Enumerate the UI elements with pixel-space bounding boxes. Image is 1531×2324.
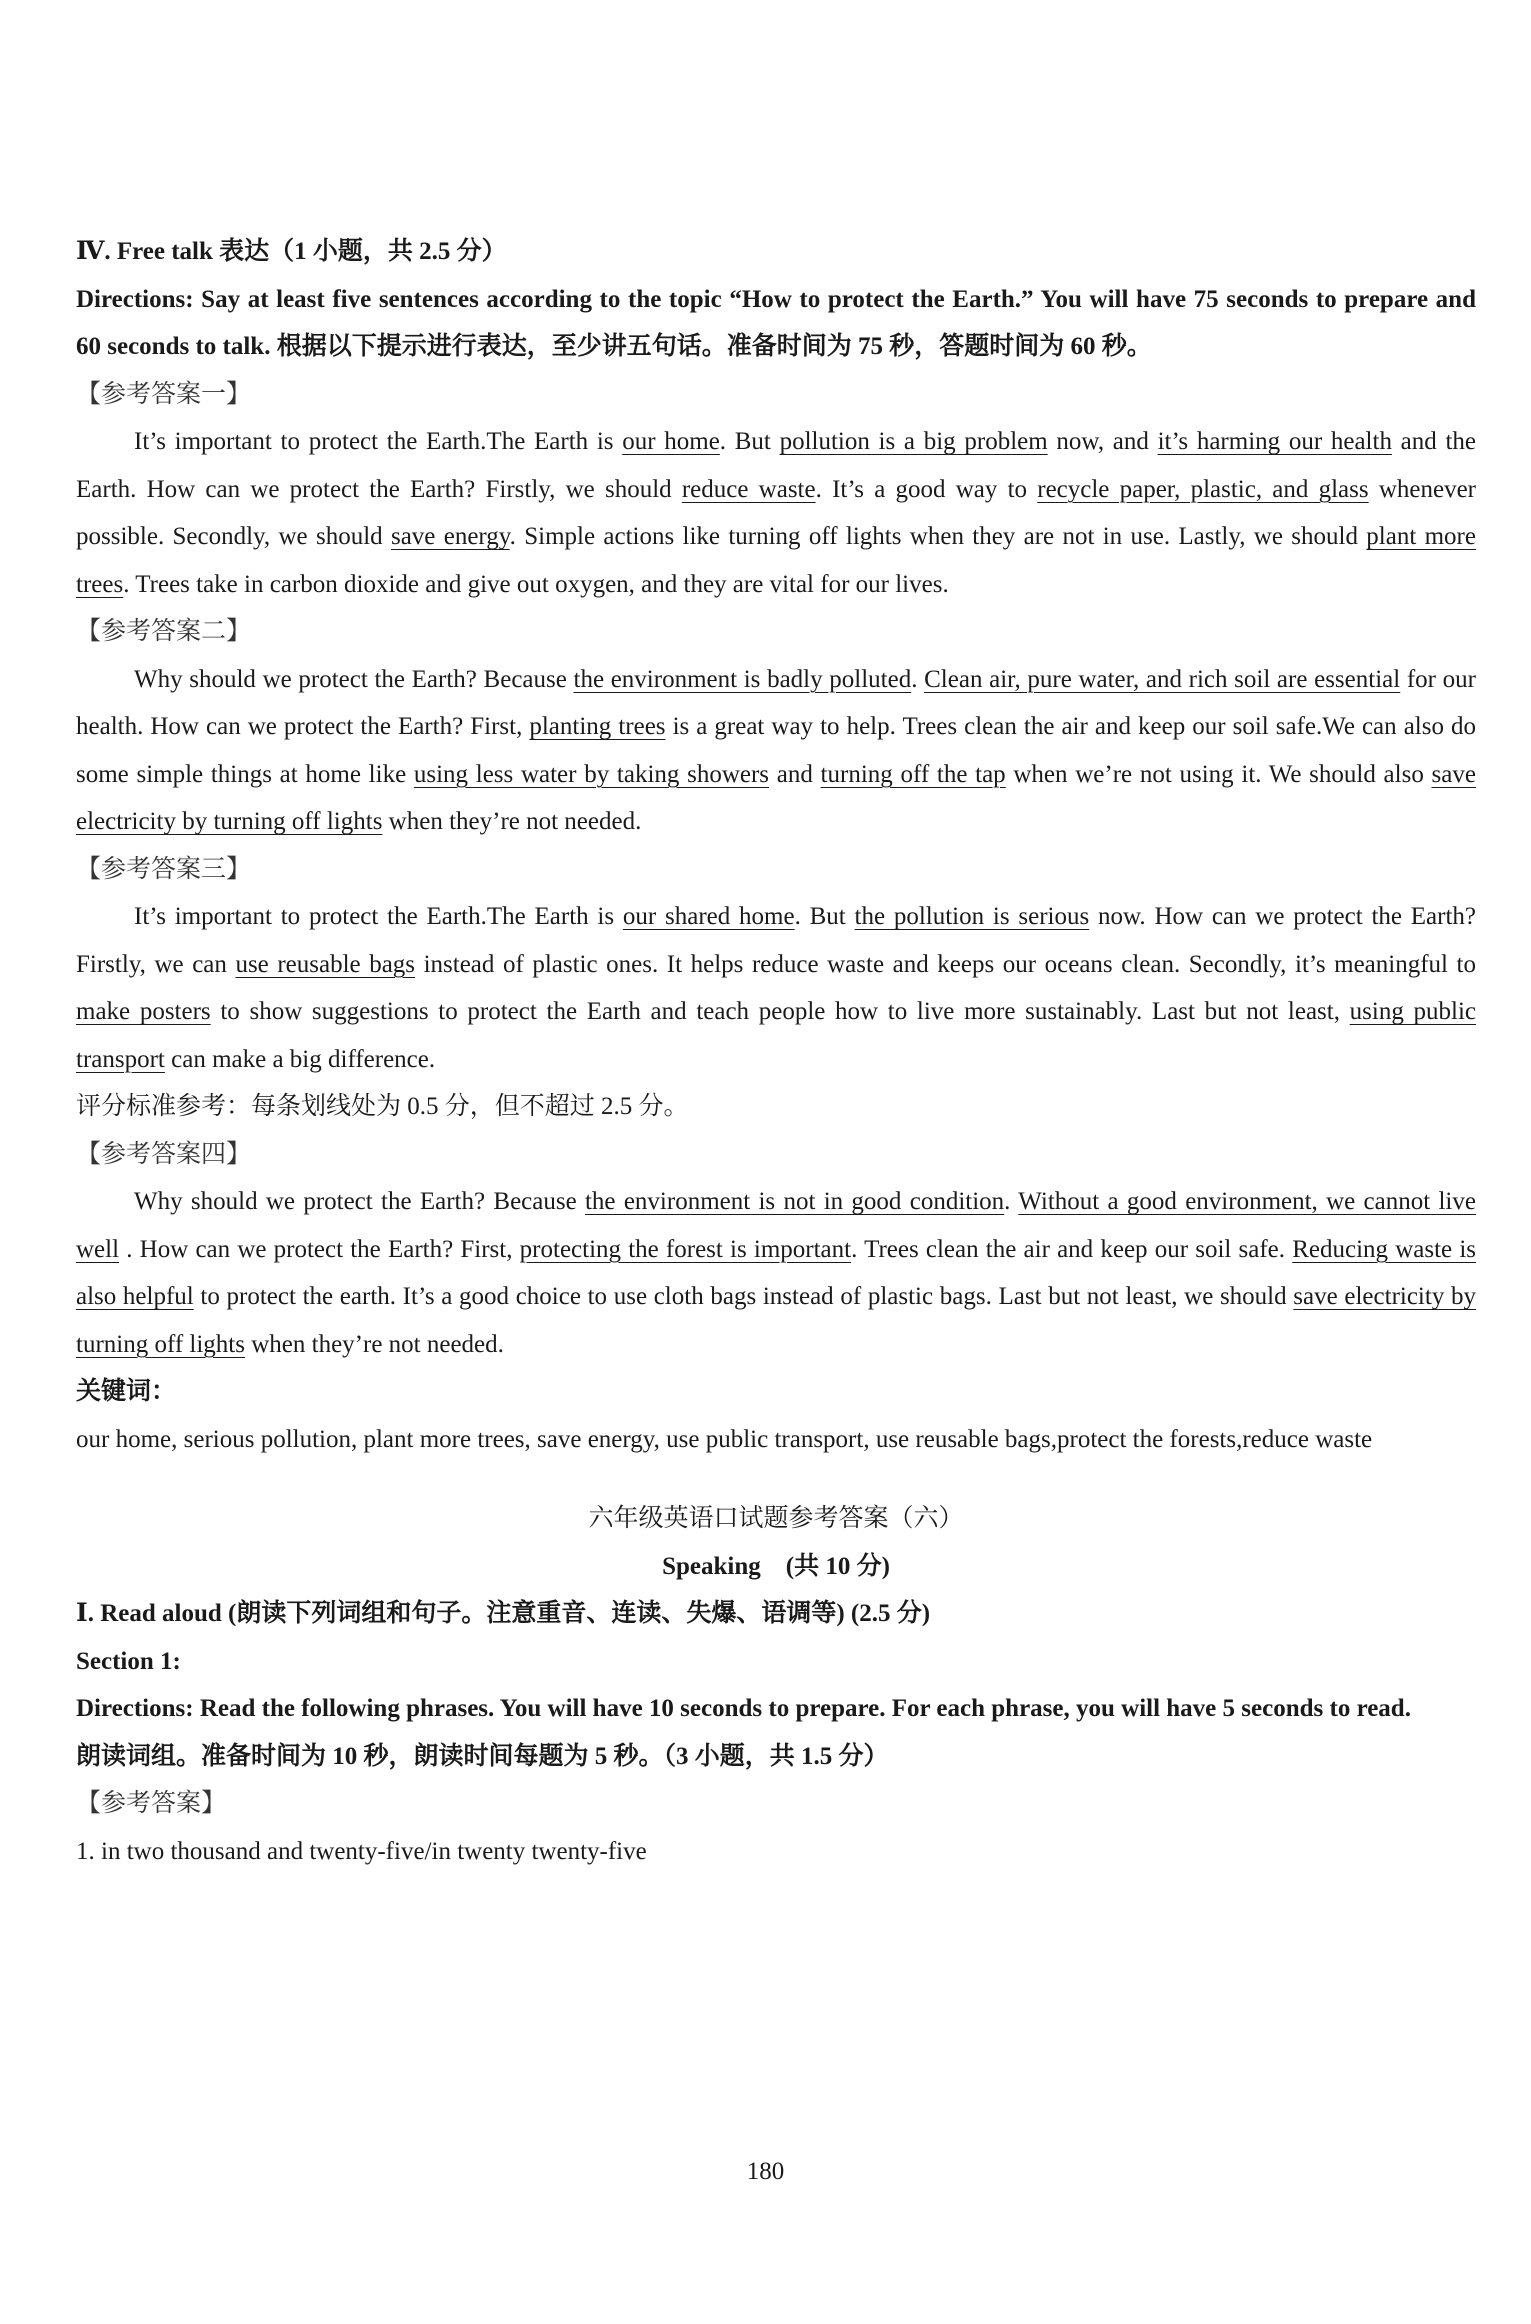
key-phrase: recycle paper, plastic, and glass (1037, 475, 1369, 503)
key-phrase: Reducing waste is also helpful (76, 1235, 1476, 1310)
key-phrase: turning off the tap (820, 760, 1006, 788)
answer-label: 【参考答案三】 (76, 855, 252, 883)
key-phrase: protecting the forest is important (519, 1235, 852, 1263)
next-section-subtitle: Speaking (共 10 分) (662, 1552, 890, 1580)
answer-label: 【参考答案】 (76, 1790, 227, 1817)
key-phrase: pollution is a big problem (779, 428, 1048, 455)
key-phrase: save electricity by turning off lights (76, 1283, 1476, 1358)
answer-label: 【参考答案四】 (76, 1140, 252, 1168)
key-phrase: use reusable bags (235, 950, 416, 978)
answer-paragraph: Why should we protect the Earth? Because the environment is not in good condition. Without a good environment, we cannot live well . How can we protect the Earth? First, protecting the forest is important. Trees clean the air and keep our soil safe. Reducing waste is also helpful to protect the earth. It’s a good choice to use cloth bags instead of plastic bags. Last but not least, we should save electricity by turning off lights when they’re not needed. (76, 1188, 1476, 1358)
answer-label: 【参考答案一】 (76, 380, 252, 408)
page-number: 180 (746, 2158, 785, 2185)
key-phrase: using public transport (76, 998, 1476, 1073)
answer-paragraph: Why should we protect the Earth? Because the environment is badly polluted. Clean air, pure water, and rich soil are essential for our health. How can we protect the Earth? First, planting trees is a great way to help. Trees clean the air and keep our soil safe.We can also do some simple things at home like using less water by taking showers and turning off the tap when we’re not using it. We should also save electricity by turning off lights when they’re not needed. (76, 665, 1476, 835)
key-phrase: our home (622, 428, 720, 455)
scoring-note: 评分标准参考：每条划线处为 0.5 分，但不超过 2.5 分。 (76, 1093, 689, 1120)
part-heading: Ⅰ. Read aloud (朗读下列词组和句子。注意重音、连读、失爆、语调等) (2.5 分) (76, 1600, 931, 1627)
key-phrase: using less water by taking showers (413, 760, 770, 788)
key-phrase: reduce waste (681, 475, 816, 503)
key-phrase: save electricity by turning off lights (76, 760, 1476, 835)
key-phrase: our shared home (622, 903, 795, 930)
answer-paragraph: It’s important to protect the Earth.The Earth is our shared home. But the pollution is serious now. How can we protect the Earth? Firstly, we can use reusable bags instead of plastic ones. It helps reduce waste and keeps our oceans clean. Secondly, it’s meaningful to make posters to show suggestions to protect the Earth and teach people how to live more sustainably. Last but not least, using public transport can make a big difference. (76, 903, 1476, 1073)
keywords-list: our home, serious pollution, plant more trees, save energy, use public transport, use reusable bags,protect the forests,reduce waste (76, 1425, 1373, 1453)
key-phrase: it’s harming our health (1157, 428, 1392, 455)
section-label: Section 1: (76, 1647, 181, 1675)
next-section-title: 六年级英语口试题参考答案（六） (588, 1505, 964, 1532)
answer-label: 【参考答案二】 (76, 618, 252, 645)
key-phrase: Clean air, pure water, and rich soil are essential (924, 665, 1401, 693)
answer-item: 1. in two thousand and twenty-five/in twenty twenty-five (76, 1837, 647, 1865)
answer-paragraph: It’s important to protect the Earth.The Earth is our home. But pollution is a big problem now, and it’s harming our health and the Earth. How can we protect the Earth? Firstly, we should reduce waste. It’s a good way to recycle paper, plastic, and glass whenever possible. Secondly, we should save energy. Simple actions like turning off lights when they are not in use. Lastly, we should plant more trees. Trees take in carbon dioxide and give out oxygen, and they are vital for our lives. (76, 428, 1477, 598)
key-phrase: Without a good environment, we cannot live well (76, 1188, 1476, 1263)
section-heading: Ⅳ. Free talk 表达（1 小题，共 2.5 分） (76, 238, 507, 265)
key-phrase: the pollution is serious (854, 903, 1090, 930)
key-phrase: planting trees (529, 713, 666, 740)
page-content (76, 228, 1476, 1875)
key-phrase: make posters (76, 998, 211, 1025)
directions: Directions: Say at least five sentences according to the topic “How to protect the Earth.” You will have 75 seconds to prepare and 60 seconds to talk. 根据以下提示进行表达，至少讲五句话。准备时间为 75 秒，答题时间为 60 秒。 (76, 285, 1476, 360)
key-phrase: the environment is not in good condition (584, 1188, 1005, 1215)
section-gap (76, 1463, 1476, 1495)
instruction-cn: 朗读词组。准备时间为 10 秒，朗读时间每题为 5 秒。（3 小题，共 1.5 分） (76, 1742, 889, 1770)
key-phrase: plant more trees (76, 523, 1476, 598)
key-phrase: save energy (390, 523, 510, 550)
keywords-label: 关键词： (76, 1378, 177, 1405)
directions: Directions: Read the following phrases. You will have 10 seconds to prepare. For each phrase, you will have 5 seconds to read. (76, 1695, 1411, 1722)
key-phrase: the environment is badly polluted (573, 665, 912, 693)
